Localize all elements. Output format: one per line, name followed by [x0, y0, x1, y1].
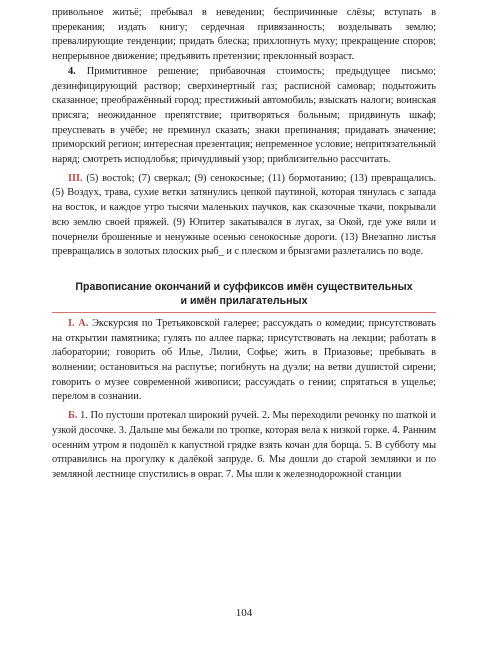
section-i-a-text: Экскурсия по Третьяковской галерее; рассуждать о комедии; присутствовать на открытии памятника; гулять по аллее парка; присутствовать на лекции; работать в лаборатории; говорить об Илье, Лилии, Софье; жить в Приазовье; пребывать в волнении; остановиться на распутье; погибнуть на дуэли; на ветви душистой сирени; говорить о музее современной живописи; рассуждать о гении; спрятаться в ущелье; перелом в сознании. [52, 317, 436, 403]
paragraph-section-b [52, 409, 436, 483]
answer-iii-text: (5) востok; (7) сверкал; (9) сенокосные; (11) бормотанию; (13) превращались. (5) Воздух, трава, сухие ветки затянулись цепкой паутиной, которая тянулась с запада на восток, и каждое утро тысячи маленьких паучков, как сказочные ткачи, покрывали всю землю своей пряжей. (9) Юпитер закатывался в лугах, за Окой, где уже вяли и почернели брошенные и ненужные осенью сенокосные дороги. (13) Внезапно листья превращались в золотых плоских рыб_ и с плеском и брызгами разлетались по воде. [52, 172, 436, 258]
section-title-line-1: Правописание окончаний и суффиксов имён существительных [75, 280, 413, 293]
exercise-number: 4. [68, 65, 76, 77]
answer-roman-numeral: III. [68, 172, 83, 184]
paragraph-answer-iii [52, 172, 436, 260]
paragraph-section-i-a [52, 317, 436, 405]
exercise-4-text: Примитивное решение; прибавочная стоимость; предыдущее письмо; дезинфицирующий раствор; сверхинертный газ; расписной самовар; подытожить сказанное; преображённый город; престижный автомобиль; взыскать налоги; воинская присяга; неожиданное препятствие; притворяться больным; придвинуть шкаф; преуспевать в учёбе; не преминул сказать; знаки препинания; придавать значение; приморский регион; интересная презентация; непременное условие; непритязательный наряд; смотреть исподлобья; причудливый узор; приблизительно рассчитать. [52, 65, 436, 166]
paragraph-exercise-4 [52, 65, 436, 168]
answer-label-b: Б. [68, 410, 78, 422]
page-number: 104 [235, 607, 253, 619]
paragraph-word-list-continuation: привольное житьё; пребывал в неведении; беспричинные слёзы; вступать в пререкания; издать книгу; сердечная привязанность; возделывать землю; превалирующие тенденции; придать блеска; прихлопнуть муху; прекращение споров; непрерывное движение; предъявить претензии; преклонный возраст. [52, 7, 436, 63]
section-b-text: 1. По пустоши протекал широкий ручей. 2. Мы переходили речонку по шаткой и узкой досочке. 3. Дальше мы бежали по тропке, которая вела к низкой горке. 4. Ранним осенним утром я подошёл к капустной грядке взять кочан для борща. 5. В субботу мы отправились на прогулку к далёкой запруде. 6. Мы дошли до старой землянки и по земляной лестнице спустились в овраг. 7. Мы шли к железнодорожной станции [52, 410, 436, 480]
textbook-page [52, 6, 436, 646]
answer-label-i-a: I. А. [68, 317, 89, 329]
section-title-underline [52, 312, 436, 313]
section-heading [52, 280, 436, 313]
section-title-line-2: и имён прилагательных [180, 295, 308, 308]
